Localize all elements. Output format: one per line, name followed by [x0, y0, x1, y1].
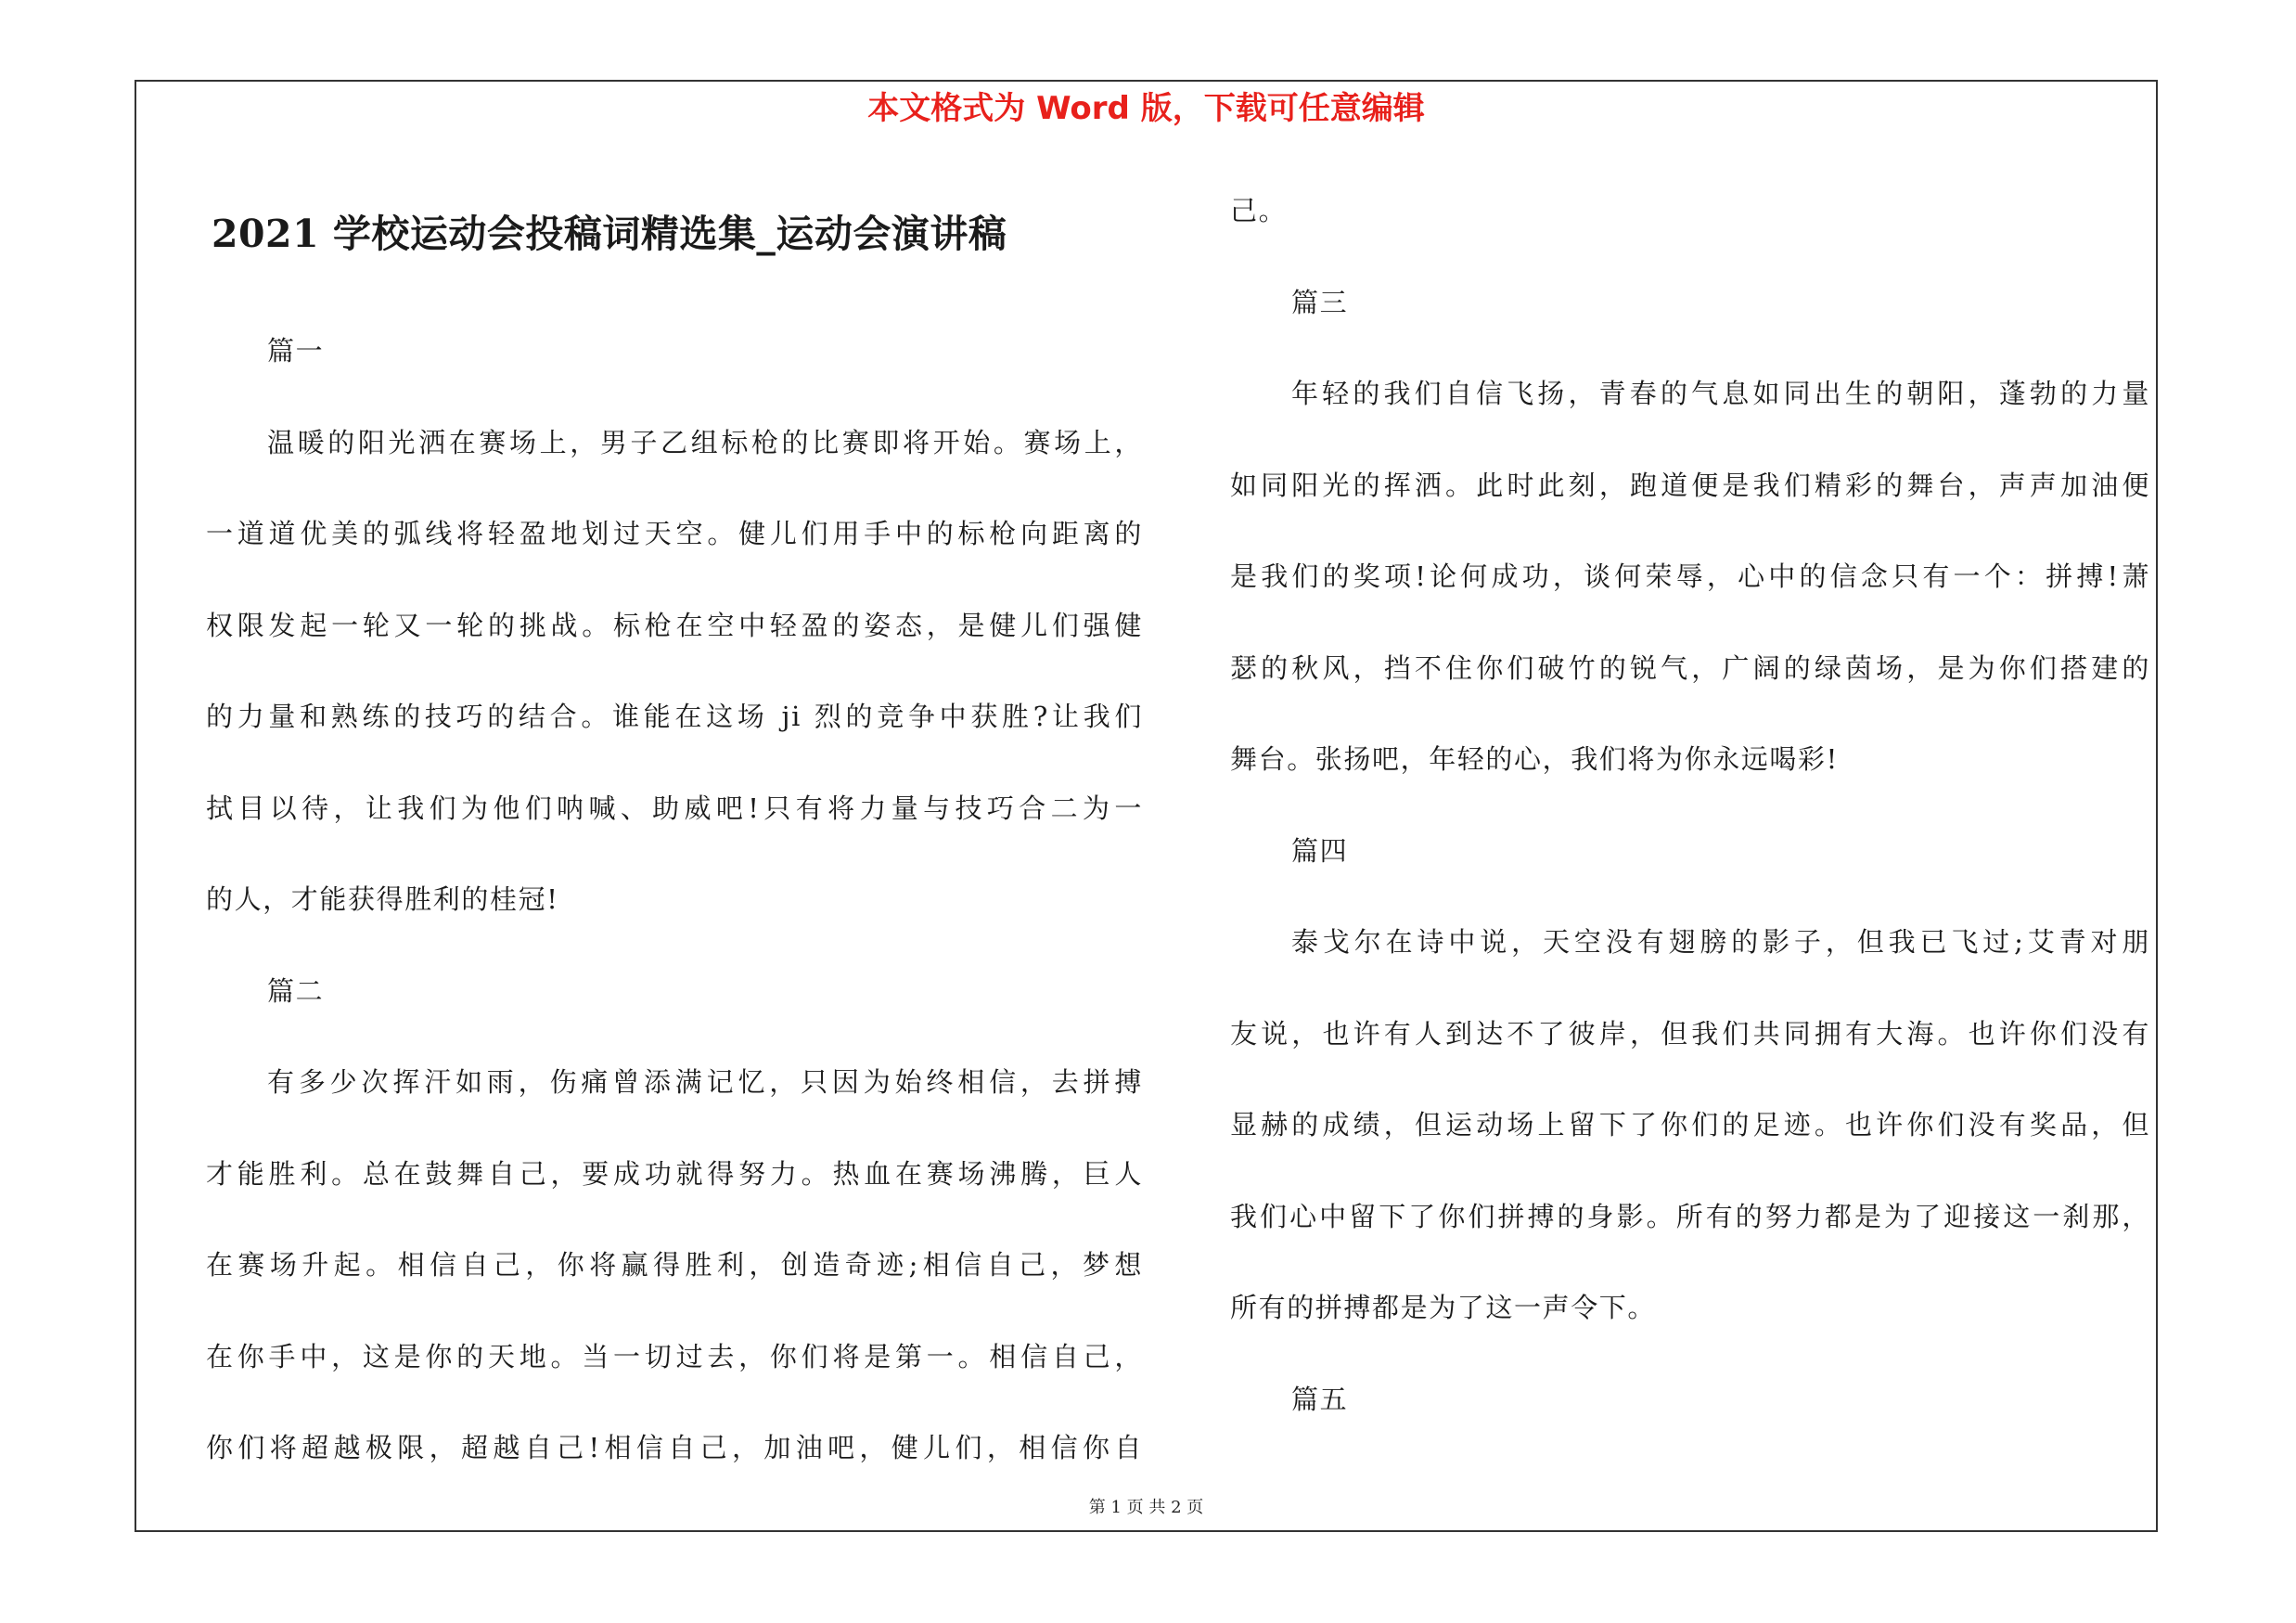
section-heading: 篇五: [1291, 1383, 1349, 1415]
section-heading: 篇三: [1291, 286, 1349, 318]
paragraph-line: 才能胜利。总在鼓舞自己，要成功就得努力。热血在赛场沸腾，巨人: [206, 1157, 1143, 1190]
paragraph-line: 拭目以待，让我们为他们呐喊、助威吧!只有将力量与技巧合二为一: [206, 792, 1143, 824]
section-heading: 篇四: [1291, 834, 1349, 867]
paragraph-line: 显赫的成绩，但运动场上留下了你们的足迹。也许你们没有奖品，但: [1230, 1109, 2150, 1140]
paragraph-line: 舞台。张扬吧，年轻的心，我们将为你永远喝彩!: [1230, 743, 1839, 775]
paragraph-line: 的力量和熟练的技巧的结合。谁能在这场 ji 烈的竞争中获胜?让我们: [206, 701, 1143, 732]
document-title: 2021 学校运动会投稿词精选集_运动会演讲稿: [212, 212, 1007, 256]
paragraph-line: 瑟的秋风，挡不住你们破竹的锐气，广阔的绿茵场，是为你们搭建的: [1230, 651, 2150, 684]
paragraph-line: 你们将超越极限，超越自己!相信自己，加油吧，健儿们，相信你自: [206, 1432, 1143, 1463]
paragraph-line: 我们心中留下了你们拼搏的身影。所有的努力都是为了迎接这一刹那，: [1230, 1200, 2150, 1232]
paragraph-line: 的人，才能获得胜利的桂冠!: [206, 883, 559, 915]
paragraph-line: 温暖的阳光洒在赛场上，男子乙组标枪的比赛即将开始。赛场上，: [267, 426, 1143, 458]
paragraph-line: 在赛场升起。相信自己，你将赢得胜利，创造奇迹;相信自己，梦想: [206, 1249, 1143, 1281]
paragraph-line: 泰戈尔在诗中说，天空没有翅膀的影子，但我已飞过;艾青对朋: [1291, 926, 2150, 958]
section-heading: 篇二: [267, 974, 325, 1007]
word-format-banner: 本文格式为 Word 版，下载可任意编辑: [867, 90, 1425, 127]
paragraph-line: 友说，也许有人到达不了彼岸，但我们共同拥有大海。也许你们没有: [1230, 1017, 2150, 1050]
paragraph-line: 权限发起一轮又一轮的挑战。标枪在空中轻盈的姿态，是健儿们强健: [206, 609, 1143, 641]
page-footer: 第 1 页 共 2 页: [1088, 1498, 1204, 1517]
paragraph-line: 己。: [1230, 195, 1288, 226]
paragraph-line: 年轻的我们自信飞扬，青春的气息如同出生的朝阳，蓬勃的力量: [1291, 378, 2150, 409]
paragraph-line: 所有的拼搏都是为了这一声令下。: [1230, 1292, 1657, 1323]
paragraph-line: 如同阳光的挥洒。此时此刻，跑道便是我们精彩的舞台，声声加油便: [1230, 469, 2150, 501]
paragraph-line: 一道道优美的弧线将轻盈地划过天空。健儿们用手中的标枪向距离的: [206, 518, 1143, 549]
paragraph-line: 是我们的奖项!论何成功，谈何荣辱，心中的信念只有一个：拼搏!萧: [1230, 560, 2150, 592]
paragraph-line: 在你手中，这是你的天地。当一切过去，你们将是第一。相信自己，: [206, 1340, 1143, 1372]
paragraph-line: 有多少次挥汗如雨，伤痛曾添满记忆，只因为始终相信，去拼搏: [267, 1066, 1143, 1098]
section-heading: 篇一: [267, 335, 325, 367]
